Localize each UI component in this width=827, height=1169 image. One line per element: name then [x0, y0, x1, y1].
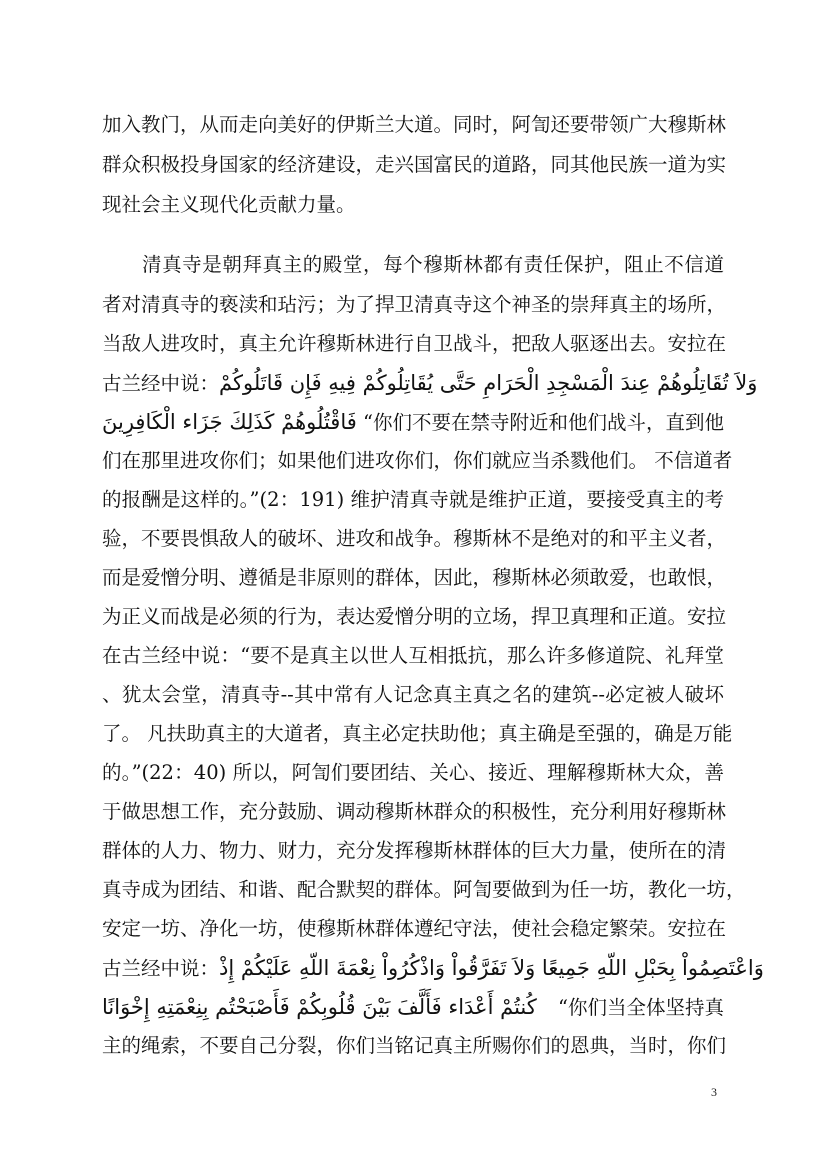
paragraph-line: 当敌人进攻时，真主允许穆斯林进行自卫战斗，把敌人驱逐出去。安拉在	[102, 332, 727, 355]
paragraph-line: 、犹太会堂，清真寺--其中常有人记念真主真之名的建筑--必定被人破坏	[102, 683, 724, 706]
arabic-verse: وَلاَ تُقَاتِلُوهُمْ عِندَ الْمَسْجِدِ الْحَرَامِ حَتَّى يُقَاتِلُوكُمْ فِيهِ فَإِن قَاتَلُوكُمْ	[219, 371, 758, 395]
paragraph-line: 为正义而战是必须的行为，表达爱憎分明的立场，捍卫真理和正道。安拉	[102, 605, 727, 628]
paragraph-text: “你们当全体坚持真	[558, 996, 724, 1019]
paragraph-line: 于做思想工作，充分鼓励、调动穆斯林群众的积极性，充分利用好穆斯林	[102, 800, 727, 823]
mixed-line	[102, 408, 724, 437]
paragraph-line: 者对清真寺的亵渎和玷污；为了捍卫清真寺这个神圣的崇拜真主的场所，	[102, 293, 727, 316]
paragraph-line: 清真寺是朝拜真主的殿堂，每个穆斯林都有责任保护，阻止不信道	[142, 253, 724, 276]
paragraph-line: 主的绳索，不要自己分裂，你们当铭记真主所赐你们的恩典，当时，你们	[102, 1034, 727, 1057]
paragraph-line: 验，不要畏惧敌人的破坏、进攻和战争。穆斯林不是绝对的和平主义者，	[102, 527, 727, 550]
paragraph-line: 现社会主义现代化贡献力量。	[102, 193, 356, 216]
paragraph-line: 了。 凡扶助真主的大道者，真主必定扶助他；真主确是至强的，确是万能	[102, 722, 733, 745]
paragraph-line: 群体的人力、物力、财力，充分发挥穆斯林群体的巨大力量，使所在的清	[102, 839, 727, 862]
paragraph-line: 真寺成为团结、和谐、配合默契的群体。阿訇要做到为任一坊，教化一坊，	[102, 878, 746, 901]
arabic-verse: فَاقْتُلُوهُمْ كَذَلِكَ جَزَاء الْكَافِرِينَ	[102, 410, 357, 434]
paragraph-line: 们在那里进攻你们；如果他们进攻你们，你们就应当杀戮他们。 不信道者	[102, 449, 733, 472]
mixed-line	[102, 369, 758, 398]
paragraph-line: 安定一坊、净化一坊，使穆斯林群体遵纪守法，使社会稳定繁荣。安拉在	[102, 917, 727, 940]
arabic-verse: وَاعْتَصِمُواْ بِحَبْلِ اللّهِ جَمِيعًا وَلاَ تَفَرَّقُواْ وَاذْكُرُواْ نِعْمَةَ اللّهِ عَلَيْكُمْ إِذْ	[219, 956, 764, 980]
page-number: 3	[711, 1085, 717, 1099]
paragraph-line: 的。”(22：40) 所以，阿訇们要团结、关心、接近、理解穆斯林大众，善	[102, 761, 724, 784]
paragraph-text: 古兰经中说：	[102, 372, 220, 395]
paragraph-line: 在古兰经中说：“要不是真主以世人互相抵抗，那么许多修道院、礼拜堂	[102, 644, 724, 667]
paragraph-line: 加入教门，从而走向美好的伊斯兰大道。同时，阿訇还要带领广大穆斯林	[102, 113, 727, 136]
paragraph-line: 的报酬是这样的。”(2：191) 维护清真寺就是维护正道，要接受真主的考	[102, 488, 724, 511]
paragraph-text: 古兰经中说：	[102, 957, 220, 980]
arabic-verse: كُنتُمْ أَعْدَاء فَأَلَّفَ بَيْنَ قُلُوبِكُمْ فَأَصْبَحْتُم بِنِعْمَتِهِ إِخْوَانًا	[102, 995, 537, 1019]
paragraph-text: “你们不要在禁寺附近和他们战斗，直到他	[363, 411, 724, 434]
paragraph-line: 群众积极投身国家的经济建设，走兴国富民的道路，同其他民族一道为实	[102, 153, 727, 176]
mixed-line	[102, 993, 724, 1022]
paragraph-line: 而是爱憎分明、遵循是非原则的群体，因此，穆斯林必须敢爱，也敢恨，	[102, 566, 727, 589]
mixed-line	[102, 954, 764, 983]
